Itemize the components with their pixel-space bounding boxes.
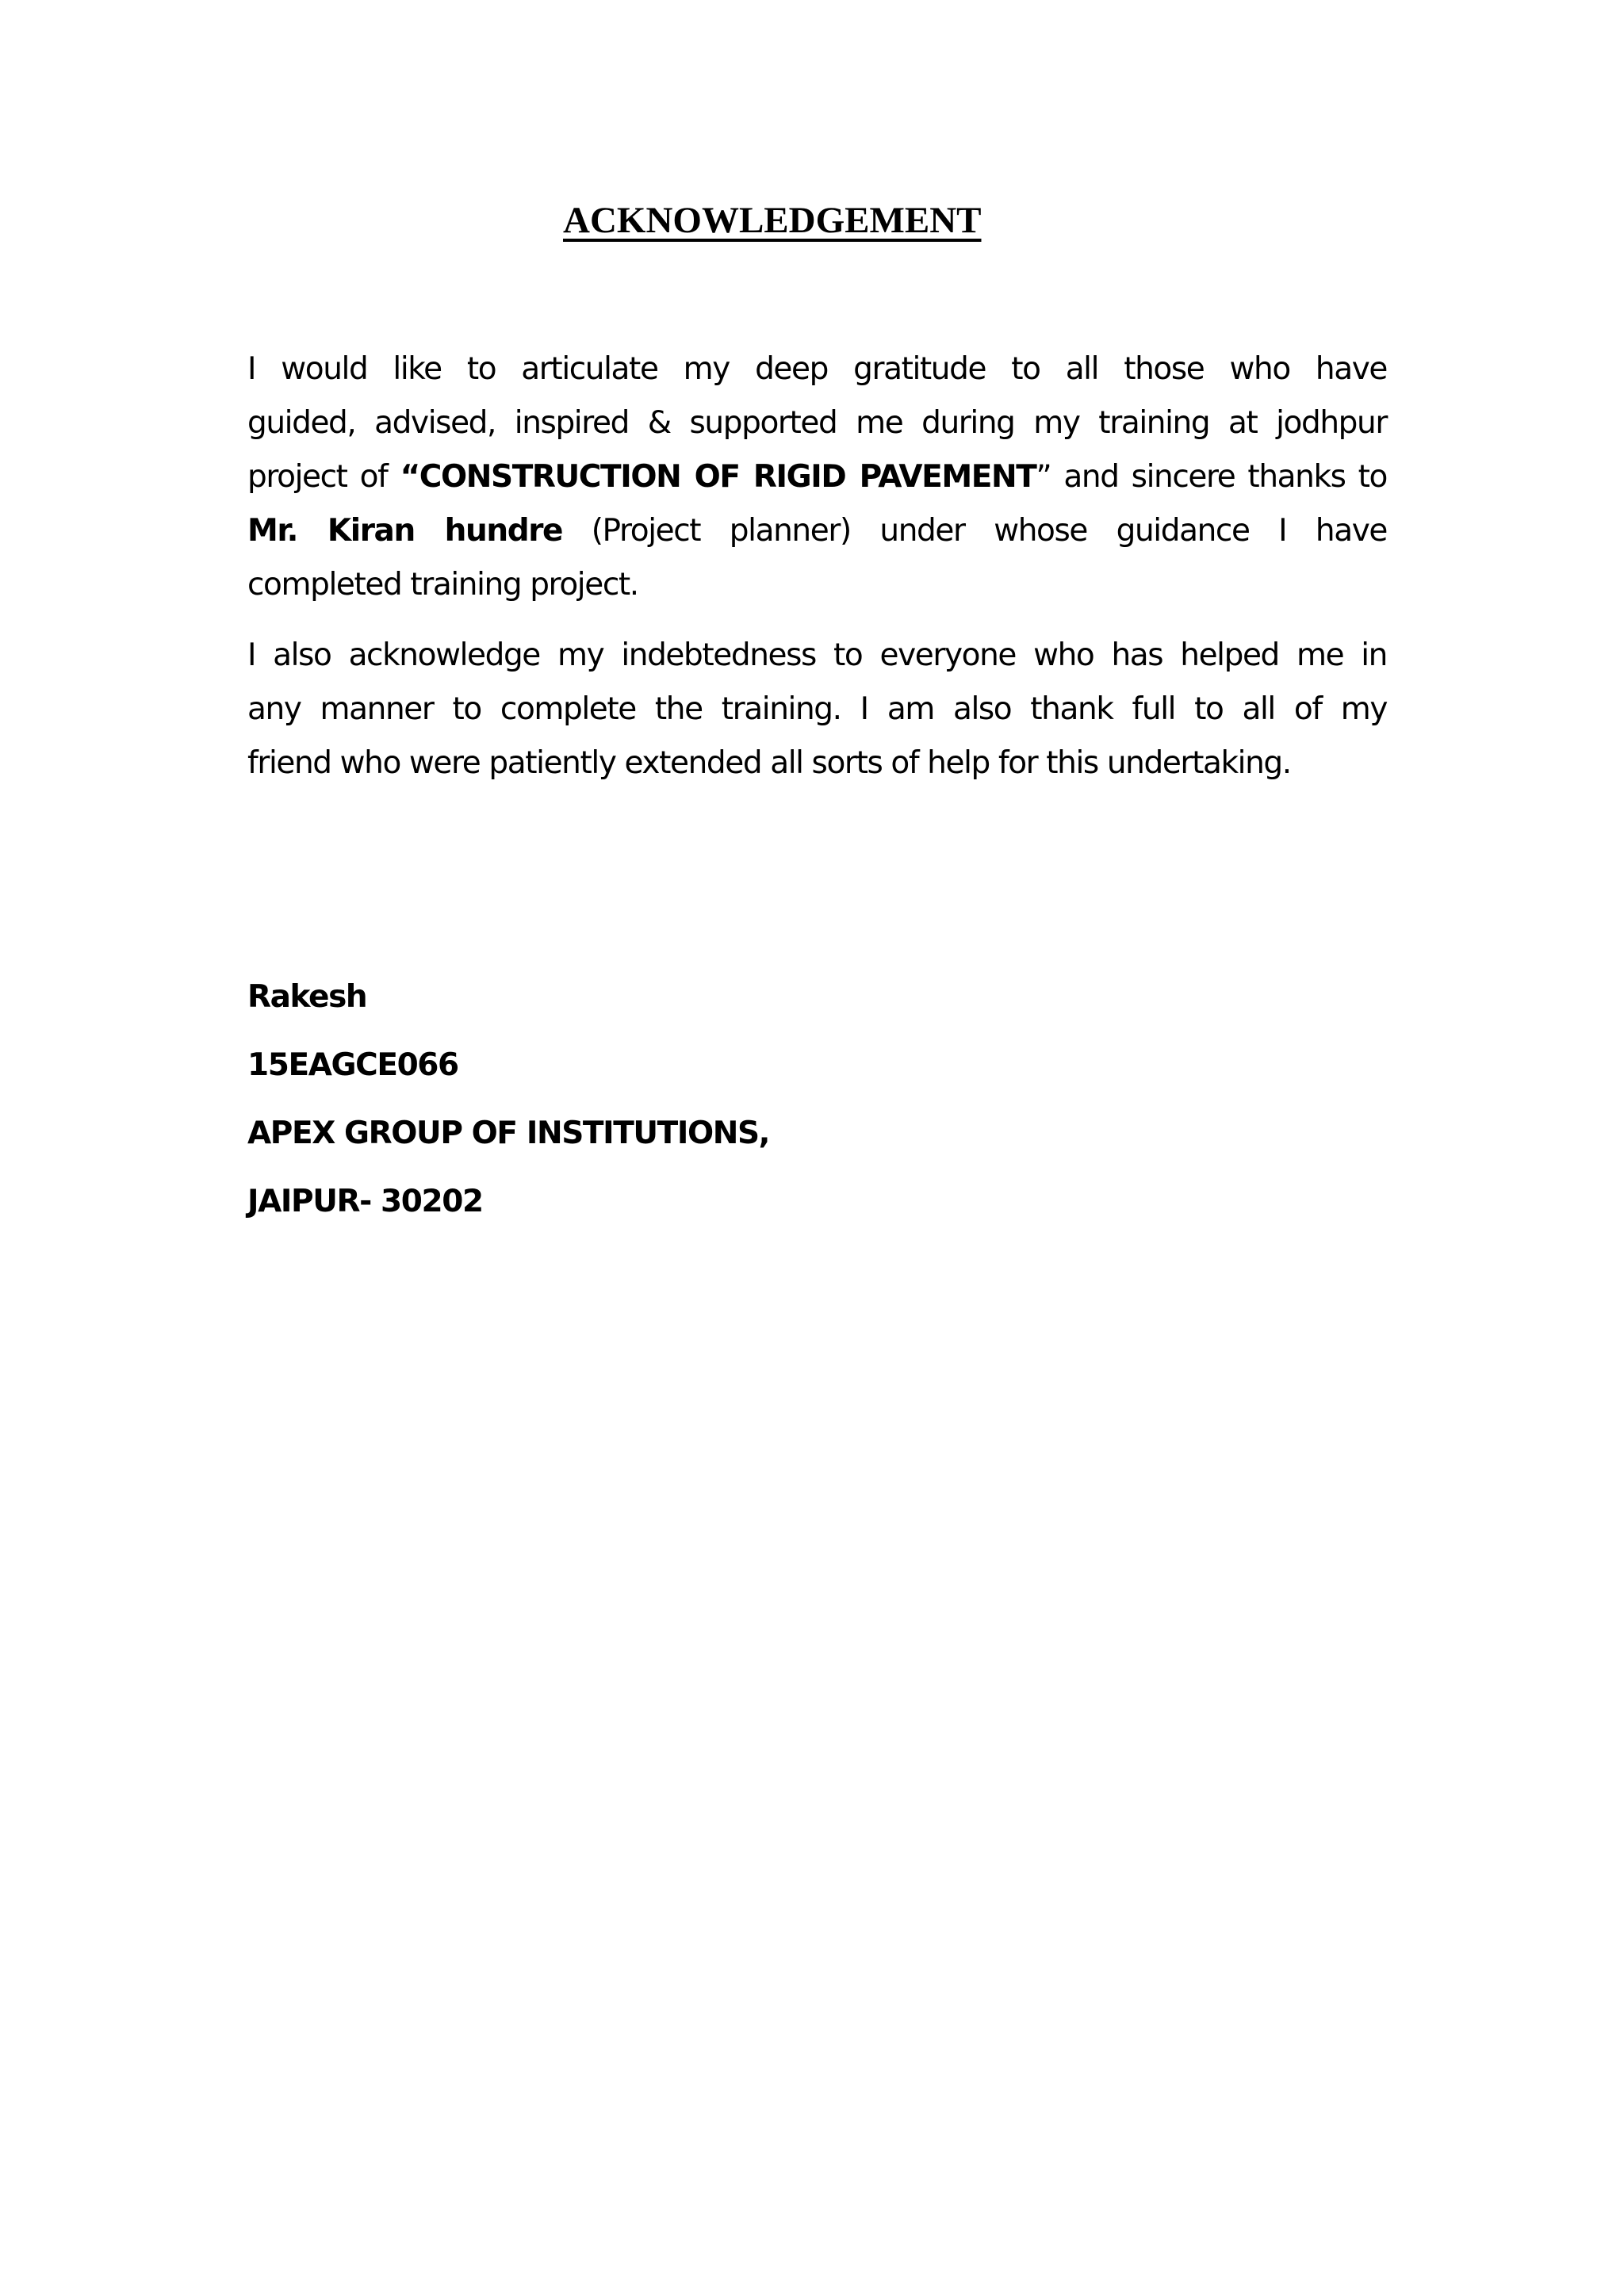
- page-title: ACKNOWLEDGEMENT: [563, 200, 982, 241]
- paragraph-line: guided, advised, inspired & supported me during my training at jodhpur: [247, 405, 1387, 441]
- paragraph-line: friend who were patiently extended all sorts of help for this undertaking.: [247, 745, 1291, 781]
- acknowledgement-paragraph-2: [247, 629, 1387, 790]
- paragraph-line: completed training project.: [247, 567, 638, 603]
- paragraph-text: ” and sincere thanks to: [1036, 459, 1388, 495]
- project-title: “CONSTRUCTION OF RIGID PAVEMENT: [400, 459, 1036, 495]
- paragraph-text: (Project planner) under whose guidance I have: [562, 513, 1387, 549]
- signature-block: [247, 963, 769, 1236]
- institution-name: APEX GROUP OF INSTITUTIONS,: [247, 1115, 770, 1151]
- guide-name: Mr. Kiran hundre: [247, 513, 563, 549]
- institution-location: JAIPUR- 30202: [247, 1184, 483, 1219]
- paragraph-line: [247, 450, 1387, 504]
- roll-number: 15EAGCE066: [247, 1047, 458, 1083]
- author-name: Rakesh: [247, 979, 367, 1015]
- paragraph-text: project of: [247, 459, 400, 495]
- paragraph-line: [247, 504, 1387, 558]
- acknowledgement-paragraph-1: [247, 342, 1387, 612]
- paragraph-line: any manner to complete the training. I am also thank full to all of my: [247, 691, 1387, 727]
- paragraph-line: I also acknowledge my indebtedness to everyone who has helped me in: [247, 637, 1387, 673]
- paragraph-line: I would like to articulate my deep gratitude to all those who have: [247, 351, 1387, 387]
